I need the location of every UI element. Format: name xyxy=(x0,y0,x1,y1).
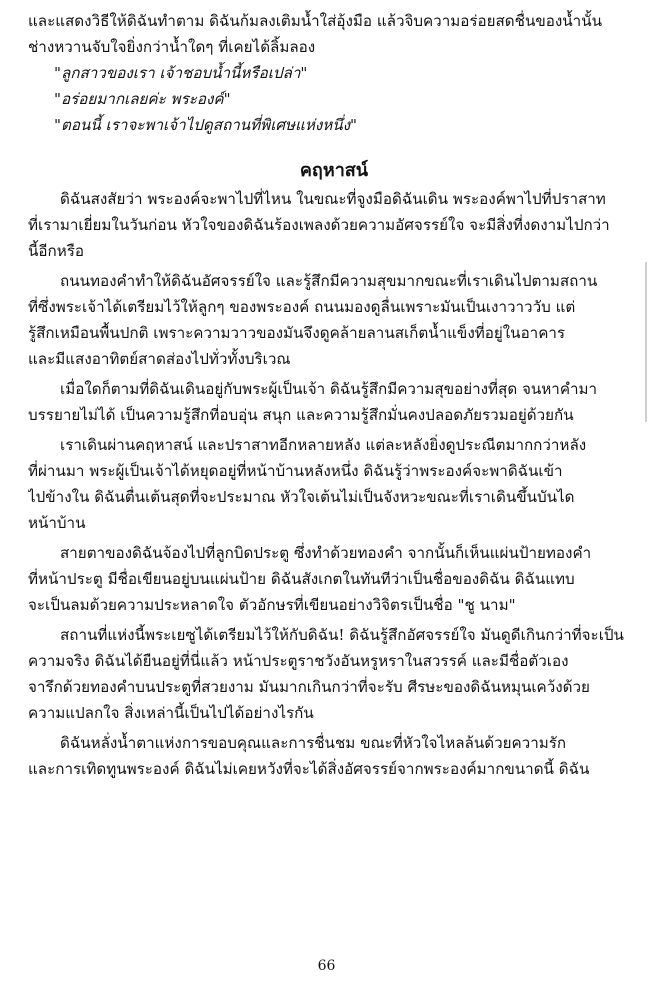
paragraph xyxy=(28,622,640,726)
text-line: หน้าบ้าน xyxy=(28,514,86,532)
text-line: ไปข้างใน ดิฉันตื่นเต้นสุดที่จะประมาณ หัวใจเต้นไม่เป็นจังหวะขณะที่เราเดินขึ้นบันได xyxy=(28,488,575,506)
text-line: บรรยายไม่ได้ เป็นความรู้สึกที่อบอุ่น สนุก และความรู้สึกมั่นคงปลอดภัยรวมอยู่ด้วยกัน xyxy=(28,406,574,424)
page-body xyxy=(28,8,640,782)
text-line: จะเป็นลมด้วยความประหลาดใจ ตัวอักษรที่เขียนอย่างวิจิตรเป็นชื่อ "ชู นาม" xyxy=(28,596,516,614)
text-line: เมื่อใดก็ตามที่ดิฉันเดินอยู่กับพระผู้เป็นเจ้า ดิฉันรู้สึกมีความสุขอย่างที่สุด จนหาคำมา xyxy=(60,380,598,398)
text-line: สถานที่แห่งนี้พระเยซูได้เตรียมไว้ให้กับดิฉัน! ดิฉันรู้สึกอัศจรรย์ใจ มันดูดีเกินกว่าที่จะเป็น xyxy=(60,626,624,644)
text-line: ที่ซึ่งพระเจ้าได้เตรียมไว้ให้ลูกๆ ของพระองค์ ถนนมองดูลื่นเพราะมันเป็นเงาวาววับ แต่ xyxy=(28,298,576,316)
dialogue-line: "ตอนนี้ เราจะพาเจ้าไปดูสถานที่พิเศษแห่งหนึ่ง" xyxy=(54,116,358,134)
paragraph xyxy=(28,432,640,536)
text-line: ความจริง ดิฉันได้ยืนอยู่ที่นี่แล้ว หน้าประตูราชวังอันหรูหราในสวรรค์ และมีชื่อตัวเอง xyxy=(28,652,569,670)
text-line: ที่หน้าประตู มีชื่อเขียนอยู่บนแผ่นป้าย ดิฉันสังเกตในทันทีว่าเป็นชื่อของดิฉัน ดิฉันแทบ xyxy=(28,570,575,588)
paragraph xyxy=(28,730,640,782)
dialogue-block xyxy=(28,60,640,138)
paragraph xyxy=(28,186,640,264)
text-line: สายตาของดิฉันจ้องไปที่ลูกบิดประตู ซึ่งทำด้วยทองคำ จากนั้นก็เห็นแผ่นป้ายทองคำ xyxy=(60,544,592,562)
paragraph xyxy=(28,376,640,428)
text-line: ดิฉันสงสัยว่า พระองค์จะพาไปที่ไหน ในขณะที่จูงมือดิฉันเดิน พระองค์พาไปที่ปราสาท xyxy=(60,190,606,208)
text-line: ช่างหวานจับใจยิ่งกว่าน้ำใดๆ ที่เคยได้ลิ้มลอง xyxy=(28,38,316,56)
dialogue-line: "อร่อยมากเลยค่ะ พระองค์" xyxy=(54,90,231,108)
text-line: และมีแสงอาทิตย์สาดส่องไปทั่วทั้งบริเวณ xyxy=(28,350,291,368)
text-line: นี้อีกหรือ xyxy=(28,242,84,260)
text-line: และการเทิดทูนพระองค์ ดิฉันไม่เคยหวังที่จะได้สิ่งอัศจรรย์จากพระองค์มากขนาดนี้ ดิฉัน xyxy=(28,760,590,778)
paragraph xyxy=(28,540,640,618)
text-line: ถนนทองคำทำให้ดิฉันอัศจรรย์ใจ และรู้สึกมีความสุขมากขณะที่เราเดินไปตามสถาน xyxy=(60,272,598,290)
continued-paragraph xyxy=(28,8,640,60)
text-line: ที่เรามาเยี่ยมในวันก่อน หัวใจของดิฉันร้องเพลงด้วยความอัศจรรย์ใจ จะมีสิ่งที่งดงามไปกว่า xyxy=(28,216,610,234)
scan-margin-shadow xyxy=(645,262,647,422)
dialogue-line: "ลูกสาวของเรา เจ้าชอบน้ำนี้หรือเปล่า" xyxy=(54,64,308,82)
text-line: จารึกด้วยทองคำบนประตูที่สวยงาม มันมากเกินกว่าที่จะรับ ศีรษะของดิฉันหมุนเคว้งด้วย xyxy=(28,678,590,696)
text-line: ความแปลกใจ สิ่งเหล่านี้เป็นไปได้อย่างไรกัน xyxy=(28,704,314,722)
text-line: และแสดงวิธีให้ดิฉันทำตาม ดิฉันก้มลงเติมน้ำใส่อุ้งมือ แล้วจิบความอร่อยสดชื่นของน้ำนั้น xyxy=(28,12,602,30)
section-heading: คฤหาสน์ xyxy=(299,160,369,181)
text-line: เราเดินผ่านคฤหาสน์ และปราสาทอีกหลายหลัง แต่ละหลังยิ่งดูประณีตมากกว่าหลัง xyxy=(60,436,587,454)
paragraph xyxy=(28,268,640,372)
page-number: 66 xyxy=(317,958,336,974)
text-line: ดิฉันหลั่งน้ำตาแห่งการขอบคุณและการชื่นชม ขณะที่หัวใจไหลล้นด้วยความรัก xyxy=(60,734,567,752)
text-line: ที่ผ่านมา พระผู้เป็นเจ้าได้หยุดอยู่ที่หน้าบ้านหลังหนึ่ง ดิฉันรู้ว่าพระองค์จะพาดิฉันเข้า xyxy=(28,462,563,480)
text-line: รู้สึกเหมือนพื้นปกติ เพราะความวาวของมันจึงดูคล้ายลานสเก็ตน้ำแข็งที่อยู่ในอาคาร xyxy=(28,324,566,342)
